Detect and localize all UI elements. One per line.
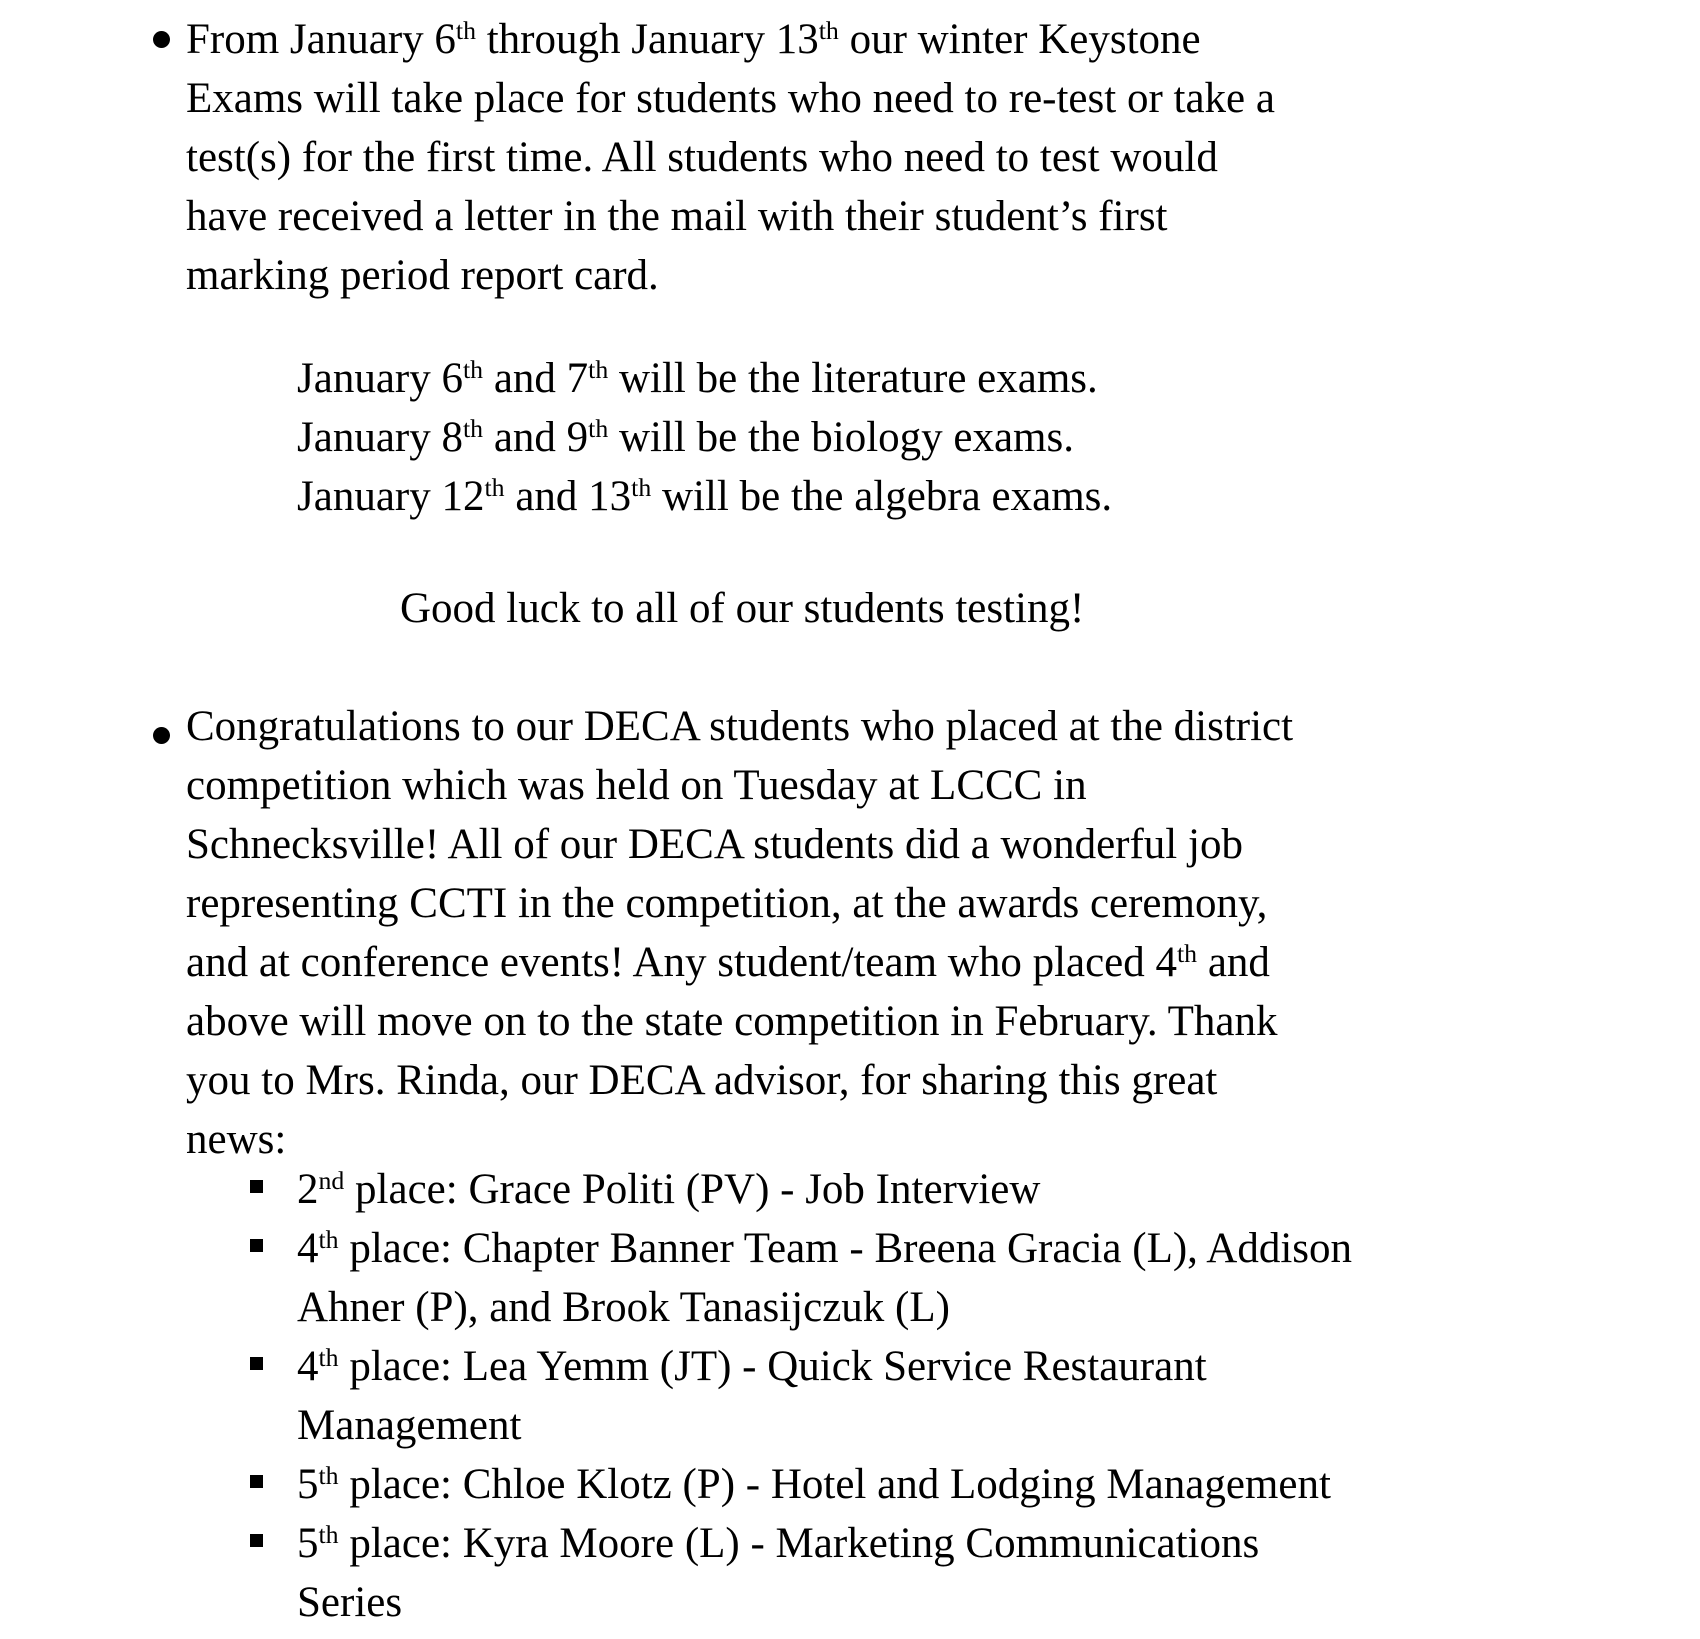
square-bullet-icon xyxy=(250,1357,263,1370)
deca-result-text: 5th place: Chloe Klotz (P) - Hotel and Lodging Management xyxy=(297,1460,1331,1508)
deca-result-item xyxy=(250,1219,1352,1337)
bullet-icon xyxy=(153,31,170,48)
deca-result-item xyxy=(250,1337,1352,1455)
deca-congratulations-paragraph: Congratulations to our DECA students who placed at the district competition which was held on Tuesday at LCCC in Schnecksville! All of our DECA students did a wonderful job representing CCTI in the competition, at the awards ceremony, and at conference events! Any student/team who placed 4th and above will move on to the state competition in February. Thank you to Mrs. Rinda, our DECA advisor, for sharing this great news: xyxy=(186,703,1294,1163)
good-luck-line: Good luck to all of our students testing! xyxy=(400,585,1085,632)
square-bullet-icon xyxy=(250,1475,263,1488)
deca-result-text: 4th place: Lea Yemm (JT) - Quick Service Restaurant Management xyxy=(297,1342,1207,1449)
deca-result-item xyxy=(250,1514,1352,1632)
keystone-exams-paragraph: From January 6th through January 13th our winter Keystone Exams will take place for students who need to re-test or take a test(s) for the first time. All students who need to test would have received a letter in the mail with their student’s first marking period report card. xyxy=(186,15,1275,299)
square-bullet-icon xyxy=(250,1180,263,1193)
deca-result-text: 2nd place: Grace Politi (PV) - Job Interview xyxy=(297,1165,1041,1213)
square-bullet-icon xyxy=(250,1534,263,1547)
exam-schedule-lines: January 6th and 7th will be the literature exams. January 8th and 9th will be the biology exams. January 12th and 13th will be the algebra exams. xyxy=(297,354,1113,520)
square-bullet-icon xyxy=(250,1239,263,1252)
deca-result-text: 5th place: Kyra Moore (L) - Marketing Communications Series xyxy=(297,1519,1260,1626)
bullet-icon xyxy=(153,727,170,744)
deca-results-list xyxy=(250,1160,1352,1632)
deca-result-item xyxy=(250,1160,1352,1219)
deca-result-text: 4th place: Chapter Banner Team - Breena Gracia (L), Addison Ahner (P), and Brook Tanasijczuk (L) xyxy=(297,1224,1353,1331)
deca-result-item xyxy=(250,1455,1352,1514)
